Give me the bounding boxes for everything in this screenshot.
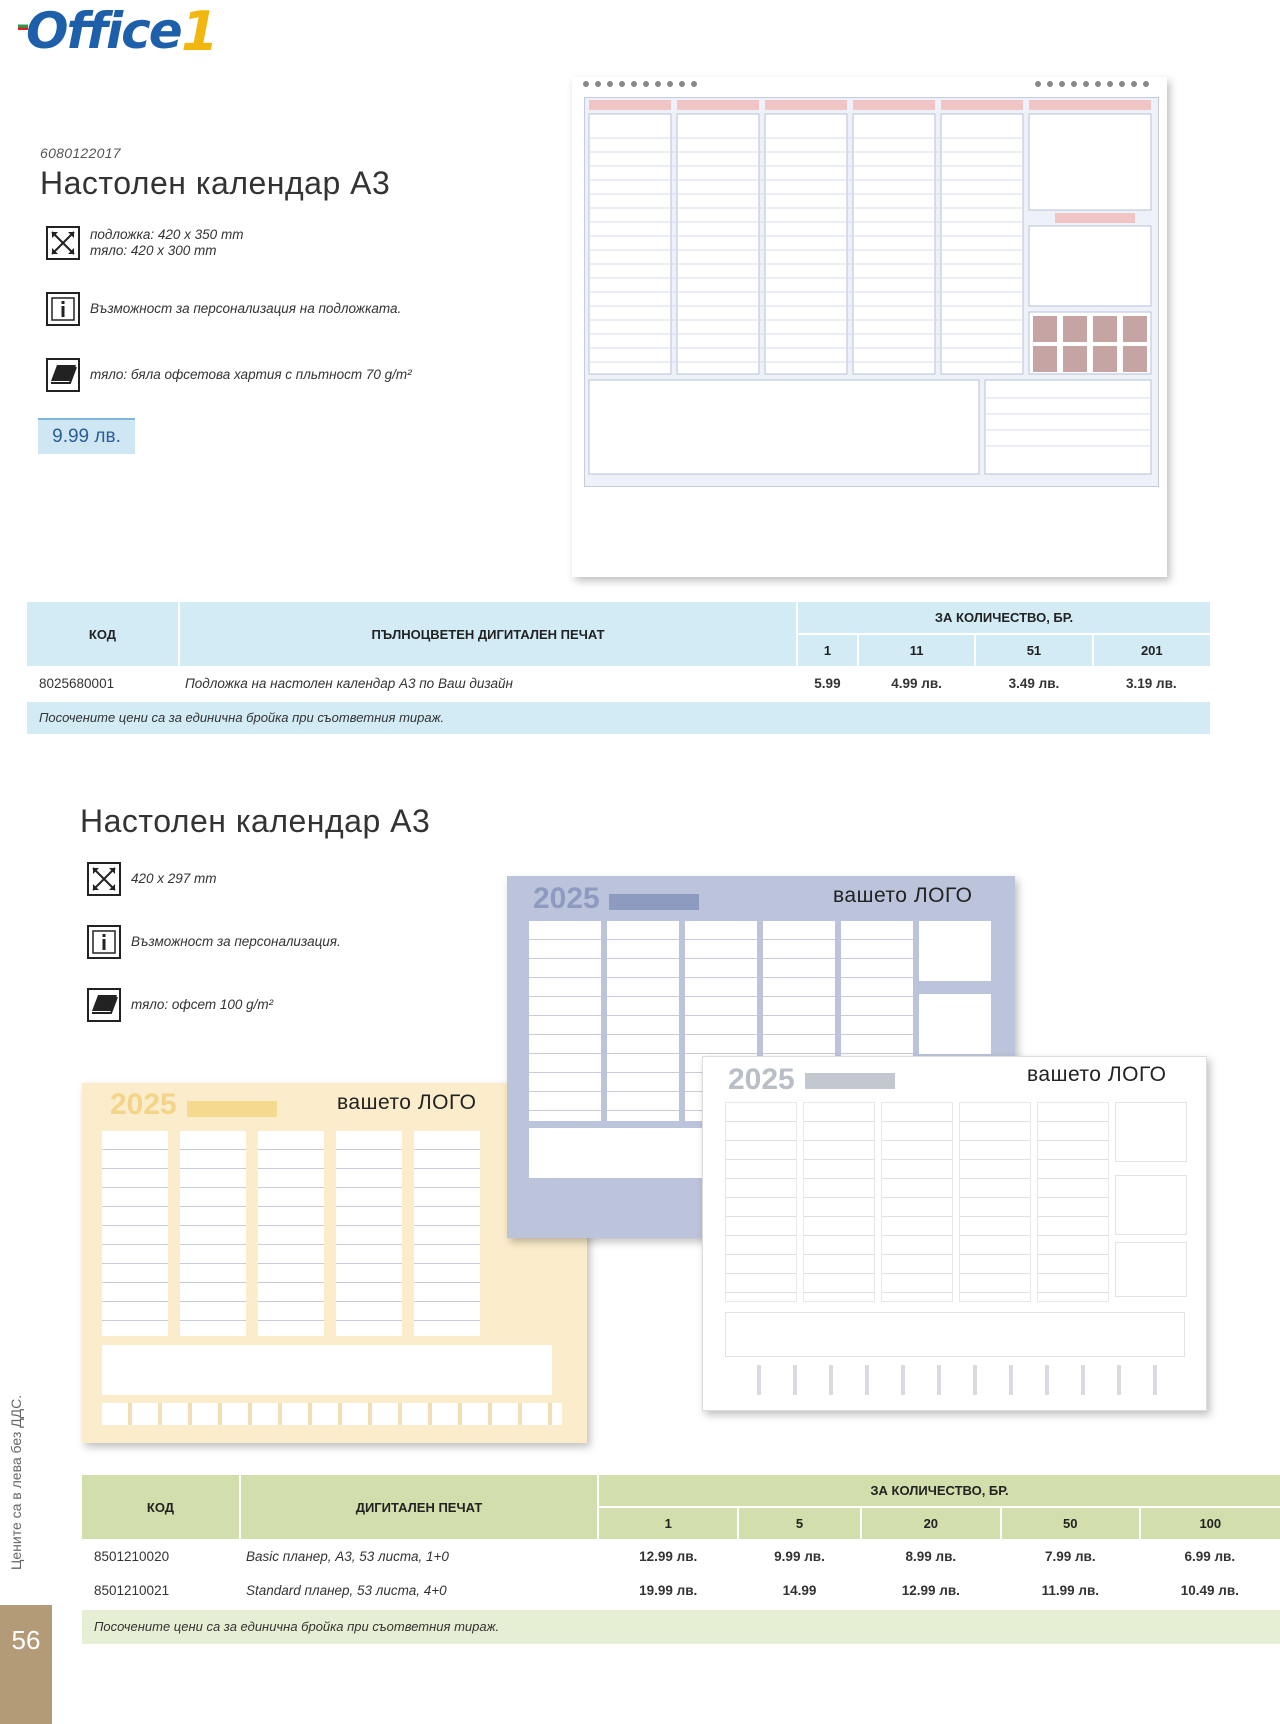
feature-line: Възможност за персонализация. (131, 934, 341, 949)
planner-saturday (1115, 1102, 1187, 1162)
row-price: 3.49 лв. (1008, 675, 1060, 691)
planner-year: 2025 (728, 1063, 795, 1096)
planner-extra (1115, 1242, 1187, 1297)
qty-header: 1 (598, 1507, 738, 1539)
planner-sunday (1115, 1175, 1187, 1235)
row-price: 11.99 лв. (1041, 1582, 1099, 1598)
paper-icon (87, 988, 121, 1022)
row-price: 5.99 (814, 675, 841, 691)
feature-line: тяло: 420 x 300 mm (90, 243, 217, 258)
planner-day-col (180, 1131, 246, 1336)
row-code: 8501210020 (94, 1548, 170, 1564)
feature-line: тяло: офсет 100 g/m² (131, 997, 274, 1012)
row-price: 14.99 (782, 1582, 817, 1598)
planner-logo-text: вашето ЛОГО (337, 1091, 477, 1114)
planner-notes (102, 1345, 552, 1395)
price-table-2 (82, 1475, 1280, 1607)
planner-logo-text: вашето ЛОГО (833, 884, 973, 907)
planner-notes (725, 1312, 1185, 1357)
dimensions-icon (87, 862, 121, 896)
row-price: 10.49 лв. (1180, 1582, 1239, 1598)
feature-dimensions-2 (87, 862, 217, 896)
office1-logo (18, 2, 218, 64)
row-code: 8501210021 (94, 1582, 170, 1598)
row-price: 12.99 лв. (901, 1582, 960, 1598)
planner-year: 2025 (533, 882, 600, 915)
feature-line: подложка: 420 x 350 mm (90, 227, 244, 242)
col-code: КОД (27, 602, 179, 666)
planner-months (102, 1403, 562, 1425)
table2-note: Посочените цени са за единична бройка при съответния тираж. (82, 1610, 1280, 1644)
planner-day-col (102, 1131, 168, 1336)
feature-line: Възможност за персонализация на подложката. (90, 301, 402, 316)
product-title: Настолен календар А3 (40, 165, 391, 201)
feature-line: 420 x 297 mm (131, 871, 217, 886)
planner-day-col (1037, 1102, 1109, 1302)
planner-day-col (803, 1102, 875, 1302)
desk-calendar-image (572, 77, 1167, 577)
feature-personalization-2 (87, 925, 341, 959)
qty-header: 51 (975, 634, 1092, 666)
qty-header: 5 (738, 1507, 860, 1539)
planner-white-image (702, 1056, 1207, 1411)
row-price: 19.99 лв. (639, 1582, 698, 1598)
logo-text: Office (26, 2, 181, 60)
col-qty: ЗА КОЛИЧЕСТВО, БР. (598, 1475, 1280, 1507)
feature-dimensions (46, 226, 243, 260)
row-price: 3.19 лв. (1125, 675, 1177, 691)
row-code: 8025680001 (39, 675, 115, 691)
row-price: 6.99 лв. (1184, 1548, 1236, 1564)
feature-line: тяло: бяла офсетова хартия с пльтност 70 g/m² (90, 367, 412, 382)
col-desc: ДИГИТАЛЕН ПЕЧАТ (240, 1475, 598, 1539)
planner-day-col (725, 1102, 797, 1302)
qty-header: 1 (797, 634, 858, 666)
planner-band (805, 1073, 895, 1089)
calendar-sheet (584, 97, 1159, 487)
table1-note: Посочените цени са за единична бройка при съответния тираж. (27, 702, 1210, 734)
planner-band (187, 1101, 277, 1117)
planner-day-col (336, 1131, 402, 1336)
row-desc: Basic планер, А3, 53 листа, 1+0 (246, 1548, 449, 1564)
planner-day-col (607, 921, 679, 1121)
info-icon (87, 925, 121, 959)
row-desc: Standard планер, 53 листа, 4+0 (246, 1582, 447, 1598)
feature-personalization (46, 292, 401, 326)
planner-year: 2025 (110, 1088, 177, 1121)
planner-logo-text: вашето ЛОГО (1027, 1063, 1167, 1086)
logo-number: 1 (181, 0, 219, 63)
table-row (82, 1573, 1280, 1607)
planner-band (609, 894, 699, 910)
qty-header: 20 (861, 1507, 1001, 1539)
row-price: 7.99 лв. (1044, 1548, 1096, 1564)
qty-header: 100 (1140, 1507, 1280, 1539)
row-desc: Подложка на настолен календар А3 по Ваш дизайн (185, 675, 513, 691)
col-qty: ЗА КОЛИЧЕСТВО, БР. (797, 602, 1210, 634)
price-tag: 9.99 лв. (38, 418, 135, 454)
planner-sunday (919, 994, 991, 1054)
vat-note: Цените са в лева без ДДС. (8, 1394, 24, 1570)
planner-day-col (414, 1131, 480, 1336)
feature-paper (46, 358, 412, 392)
qty-header: 201 (1093, 634, 1210, 666)
paper-icon (46, 358, 80, 392)
qty-header: 50 (1001, 1507, 1140, 1539)
product-code: 6080122017 (40, 145, 121, 161)
product-title-2: Настолен календар А3 (80, 803, 431, 839)
planner-day-col (881, 1102, 953, 1302)
table-row (27, 666, 1210, 700)
spiral-binding-right (1032, 77, 1152, 91)
info-icon (46, 292, 80, 326)
page-number: 56 (0, 1605, 52, 1724)
col-code: КОД (82, 1475, 240, 1539)
row-price: 8.99 лв. (905, 1548, 957, 1564)
spiral-binding-left (580, 77, 700, 91)
table-row (82, 1539, 1280, 1573)
planner-saturday (919, 921, 991, 981)
price-table-1 (27, 602, 1210, 700)
row-price: 4.99 лв. (891, 675, 942, 691)
planner-day-col (959, 1102, 1031, 1302)
feature-paper-2 (87, 988, 273, 1022)
dimensions-icon (46, 226, 80, 260)
row-price: 12.99 лв. (639, 1548, 698, 1564)
calendar-grid-illustration (585, 98, 1160, 488)
planner-day-col (258, 1131, 324, 1336)
col-desc: ПЪЛНОЦВЕТЕН ДИГИТАЛЕН ПЕЧАТ (179, 602, 797, 666)
qty-header: 11 (858, 634, 975, 666)
planner-months (725, 1365, 1185, 1395)
row-price: 9.99 лв. (774, 1548, 825, 1564)
planner-day-col (529, 921, 601, 1121)
